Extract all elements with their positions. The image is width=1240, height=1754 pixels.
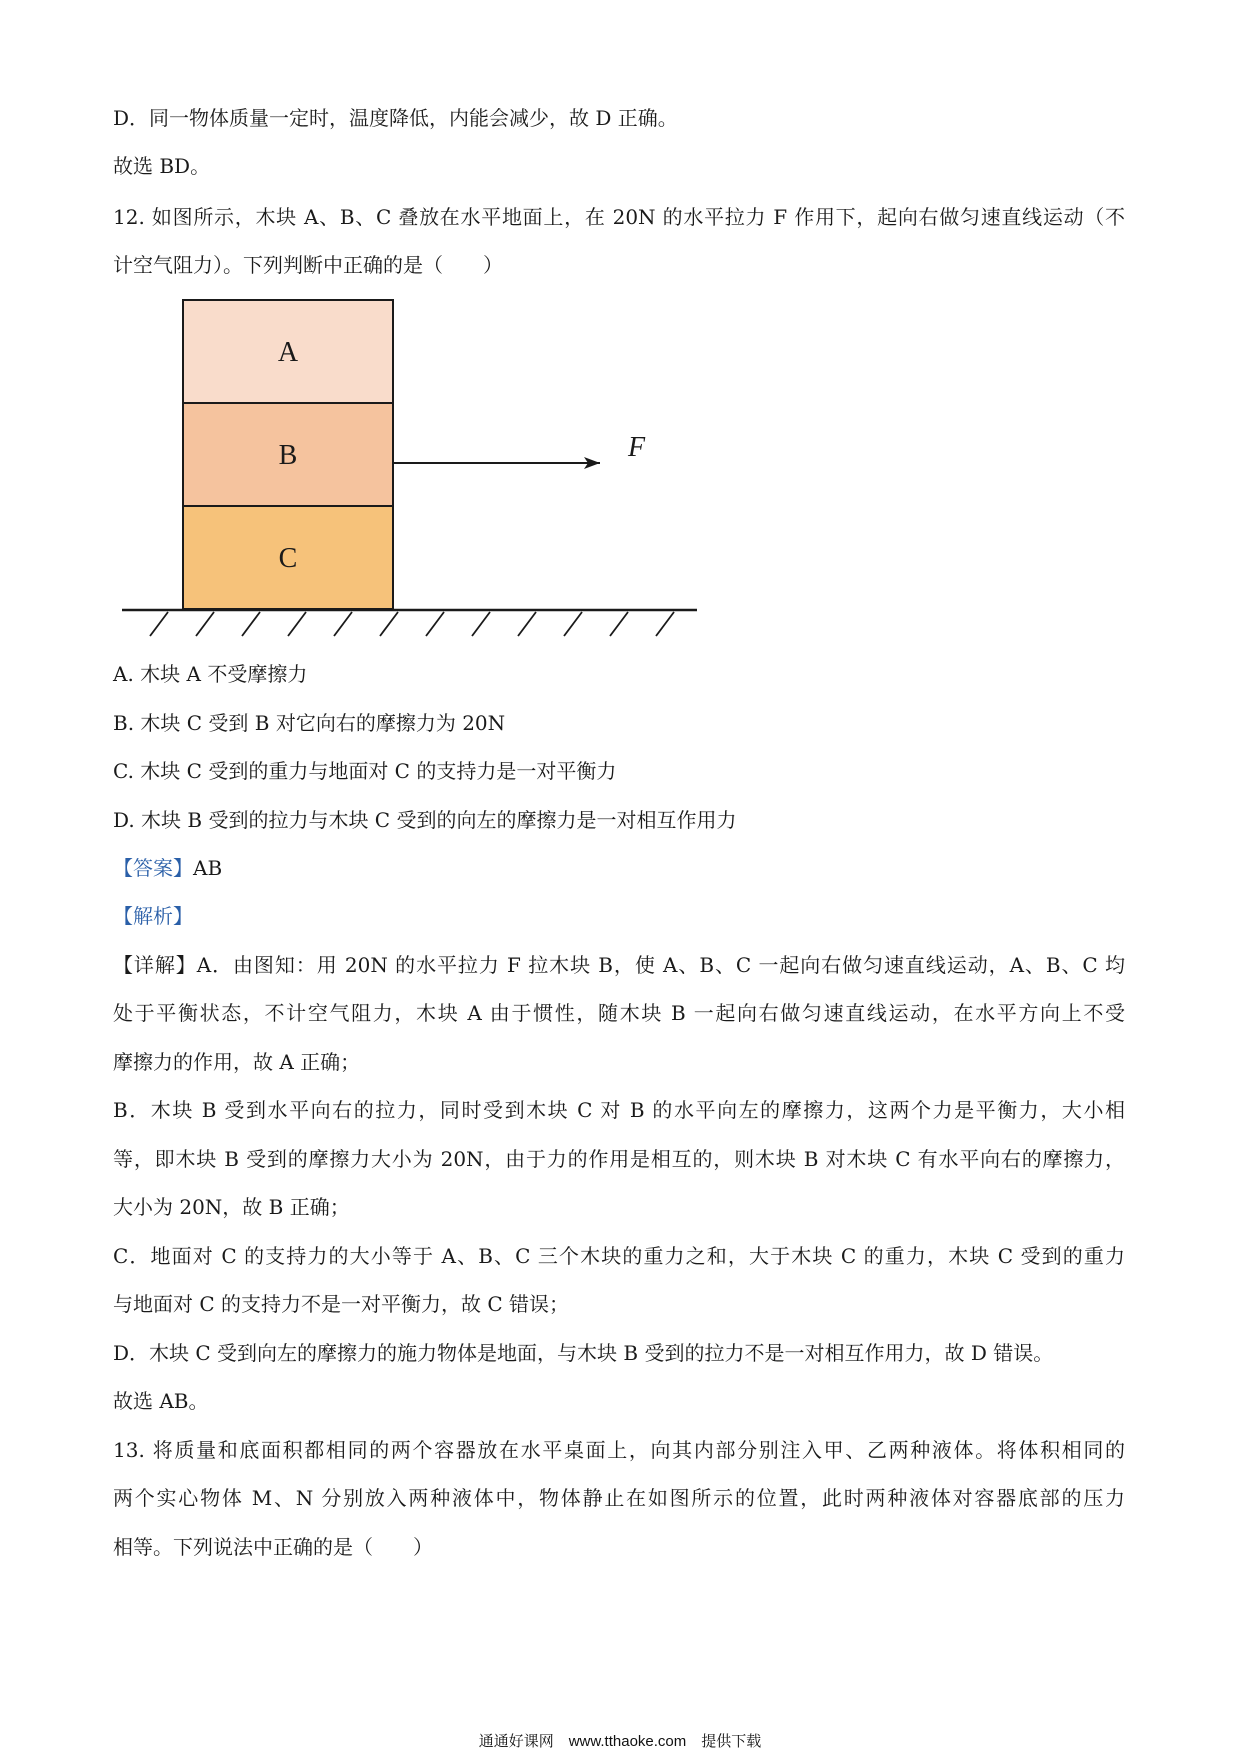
detail-c-line-2: 与地面对 C 的支持力不是一对平衡力，故 C 错误； (113, 1292, 570, 1316)
q12-option-b: B. 木块 C 受到 B 对它向右的摩擦力为 20N (113, 711, 506, 735)
block-b-label: B (278, 440, 298, 471)
answer-tag: 【答案】 (113, 856, 193, 880)
detail-c-line-1: C．地面对 C 的支持力的大小等于 A、B、C 三个木块的重力之和，大于木块 C 的重力，木块 C 受到的重力 (113, 1244, 1125, 1268)
detail-tag: 【详解】 (113, 953, 197, 977)
detail-a-text-1: A．由图知：用 20N 的水平拉力 F 拉木块 B，使 A、B、C 一起向右做匀速直线运动，A、B、C 均 (196, 953, 1125, 977)
q12-option-d: D. 木块 B 受到的拉力与木块 C 受到的向左的摩擦力是一对相互作用力 (113, 808, 737, 832)
q13-stem-line-2: 两个实心物体 M、N 分别放入两种液体中，物体静止在如图所示的位置，此时两种液体对容器底部的压力 (113, 1486, 1125, 1510)
q12-choice: 故选 AB。 (113, 1389, 209, 1413)
block-a-label: A (277, 337, 299, 368)
q12-option-c: C. 木块 C 受到的重力与地面对 C 的支持力是一对平衡力 (113, 759, 617, 783)
q13-stem-line-1: 13. 将质量和底面积都相同的两个容器放在水平桌面上，向其内部分别注入甲、乙两种液体。将体积相同的 (113, 1438, 1125, 1462)
q12-figure (110, 290, 720, 655)
q12-stem-line-1: 12. 如图所示，木块 A、B、C 叠放在水平地面上，在 20N 的水平拉力 F 作用下，起向右做匀速直线运动（不 (113, 205, 1125, 229)
q12-stem-line-2: 计空气阻力）。下列判断中正确的是（ ） (113, 253, 503, 277)
analysis-tag: 【解析】 (113, 904, 193, 928)
force-label: F (628, 432, 646, 463)
block-b (183, 403, 393, 506)
detail-b-line-2: 等，即木块 B 受到的摩擦力大小为 20N，由于力的作用是相互的，则木块 B 对木块 C 有水平向右的摩擦力， (113, 1147, 1125, 1171)
detail-a-line-3: 摩擦力的作用，故 A 正确； (113, 1050, 361, 1074)
block-c-label: C (278, 543, 298, 574)
force-arrow (393, 457, 600, 469)
prev-choice: 故选 BD。 (113, 154, 211, 178)
detail-a-line-1 (113, 952, 1125, 978)
page-footer: 通通好课网 www.tthaoke.com 提供下载 (478, 1733, 762, 1750)
block-c (183, 506, 393, 609)
block-a (183, 300, 393, 403)
q12-option-a: A. 木块 A 不受摩擦力 (113, 662, 308, 686)
answer-value: AB (193, 856, 223, 880)
ground (122, 610, 697, 636)
detail-d-line-1: D．木块 C 受到向左的摩擦力的施力物体是地面，与木块 B 受到的拉力不是一对相互作用力，故 D 错误。 (113, 1341, 1054, 1365)
q13-stem-line-3: 相等。下列说法中正确的是（ ） (113, 1535, 433, 1559)
detail-b-line-3: 大小为 20N，故 B 正确； (113, 1195, 350, 1219)
detail-a-line-2: 处于平衡状态，不计空气阻力，木块 A 由于惯性，随木块 B 一起向右做匀速直线运动，在水平方向上不受 (113, 1001, 1125, 1025)
prev-option-d-conclusion: D．同一物体质量一定时，温度降低，内能会减少，故 D 正确。 (113, 106, 678, 130)
detail-b-line-1: B．木块 B 受到水平向右的拉力，同时受到木块 C 对 B 的水平向左的摩擦力，这两个力是平衡力，大小相 (113, 1098, 1125, 1122)
answer-line (113, 855, 222, 881)
